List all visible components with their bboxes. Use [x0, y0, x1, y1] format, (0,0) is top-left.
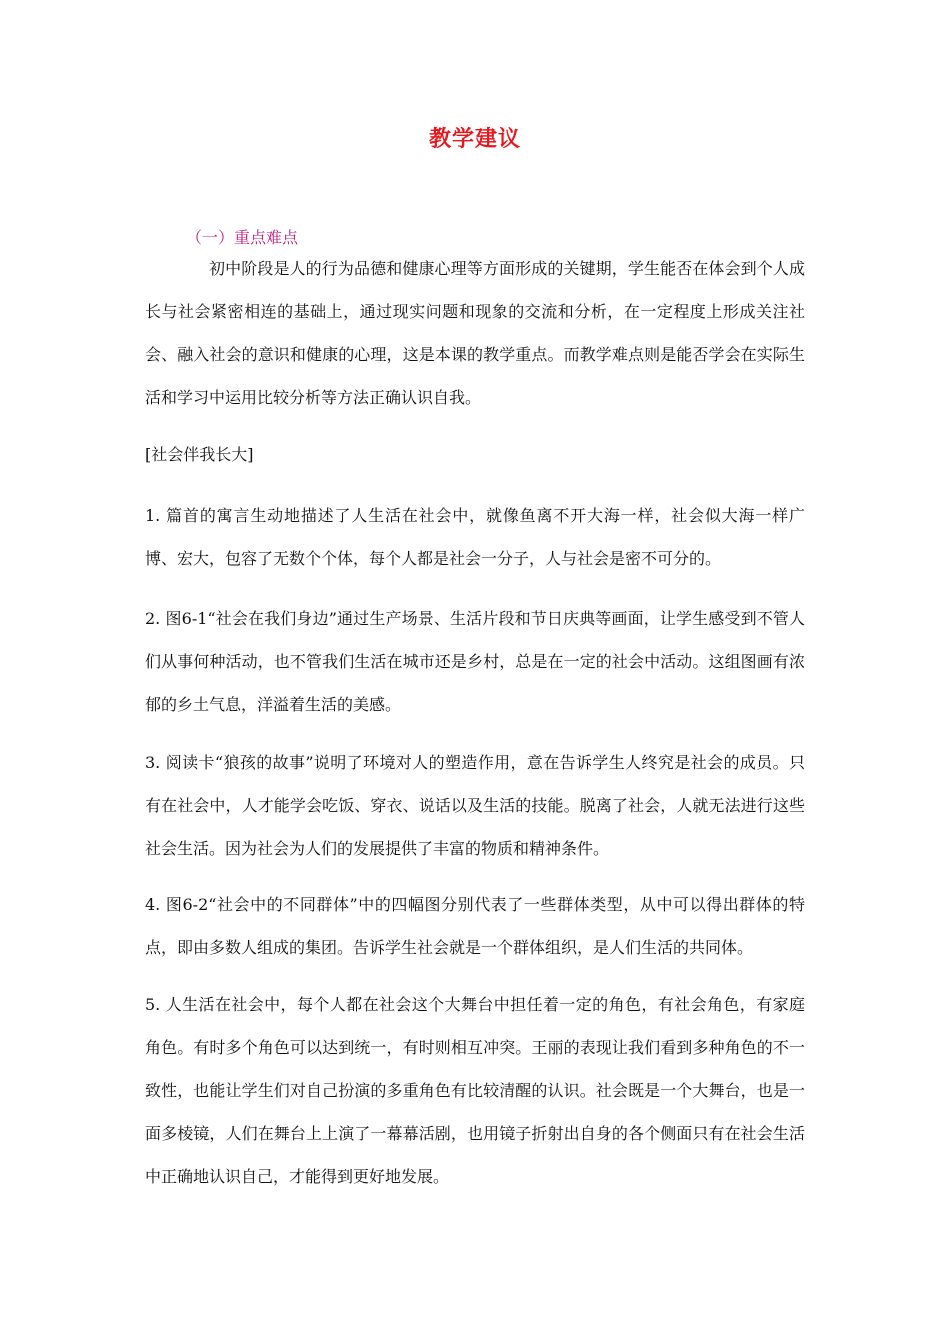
list-item: [145, 983, 805, 1198]
list-item-text: 3. 阅读卡“狼孩的故事”说明了环境对人的塑造作用，意在告诉学生人终究是社会的成员。只有在社会中，人才能学会吃饭、穿衣、说话以及生活的技能。脱离了社会，人就无法进行这些社会生活。因为社会为人们的发展提供了丰富的物质和精神条件。: [145, 753, 805, 858]
list-item-text: 2. 图6-1“社会在我们身边”通过生产场景、生活片段和节日庆典等画面，让学生感受到不管人们从事何种活动，也不管我们生活在城市还是乡村，总是在一定的社会中活动。这组图画有浓郁的乡土气息，洋溢着生活的美感。: [145, 609, 805, 714]
page-title: 教学建议: [428, 126, 521, 152]
list-item: [145, 597, 805, 726]
section-heading: （一）重点难点: [186, 228, 299, 247]
list-item: [145, 883, 805, 969]
list-item-text: 1. 篇首的寓言生动地描述了人生活在社会中，就像鱼离不开大海一样，社会似大海一样广博、宏大，包容了无数个个体，每个人都是社会一分子，人与社会是密不可分的。: [145, 506, 805, 568]
list-item-text: 5. 人生活在社会中，每个人都在社会这个大舞台中担任着一定的角色，有社会角色，有家庭角色。有时多个角色可以达到统一，有时则相互冲突。王丽的表现让我们看到多种角色的不一致性，也能让学生们对自己扮演的多重角色有比较清醒的认识。社会既是一个大舞台，也是一面多棱镜，人们在舞台上上演了一幕幕活剧，也用镜子折射出自身的各个侧面只有在社会生活中正确地认识自己，才能得到更好地发展。: [145, 995, 805, 1186]
list-item: [145, 494, 805, 580]
list-item-text: 4. 图6-2“社会中的不同群体”中的四幅图分别代表了一些群体类型，从中可以得出群体的特点，即由多数人组成的集团。告诉学生社会就是一个群体组织，是人们生活的共同体。: [145, 895, 805, 957]
intro-paragraph: 初中阶段是人的行为品德和健康心理等方面形成的关键期，学生能否在体会到个人成长与社会紧密相连的基础上，通过现实问题和现象的交流和分析，在一定程度上形成关注社会、融入社会的意识和健康的心理，这是本课的教学重点。而教学难点则是能否学会在实际生活和学习中运用比较分析等方法正确认识自我。: [145, 259, 805, 407]
subsection-title: [社会伴我长大]: [145, 445, 254, 464]
list-item: [145, 741, 805, 870]
